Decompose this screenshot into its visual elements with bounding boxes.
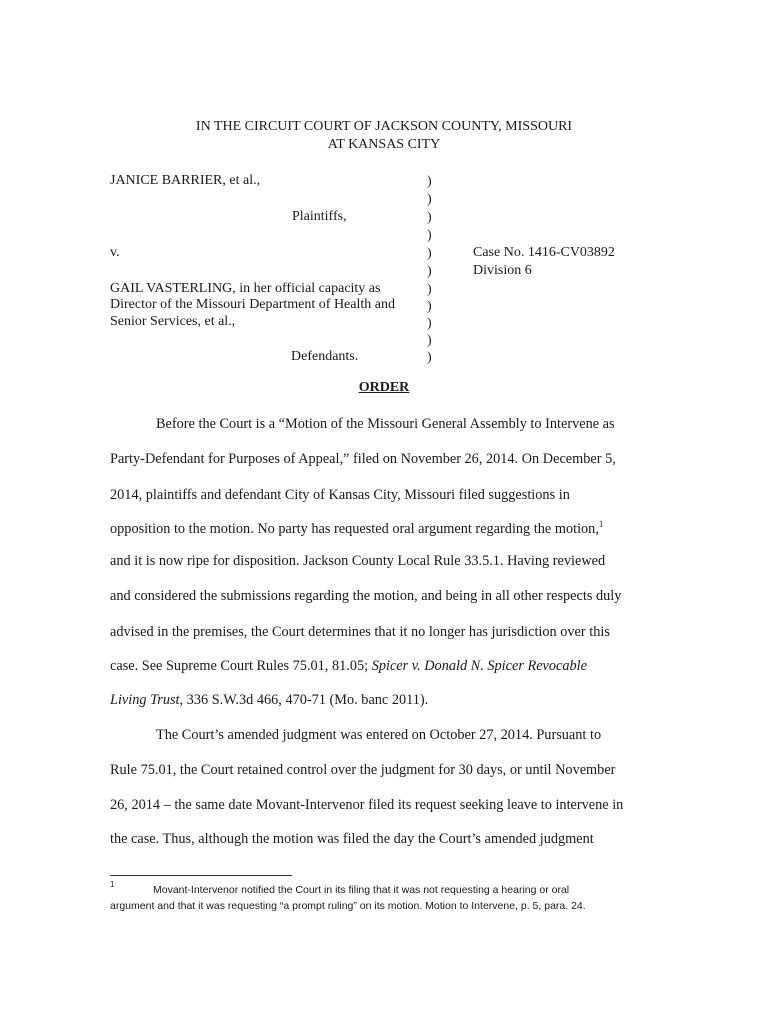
defendant-line2: Director of the Missouri Department of Health and <box>110 297 395 312</box>
body-line: advised in the premises, the Court determines that it no longer has jurisdiction over this <box>110 624 610 640</box>
body-line: 2014, plaintiffs and defendant City of Kansas City, Missouri filed suggestions in <box>110 487 570 503</box>
footnote-separator <box>110 875 292 876</box>
body-line: Before the Court is a “Motion of the Missouri General Assembly to Intervene as <box>156 416 615 432</box>
defendants-label: Defendants. <box>291 349 359 364</box>
caption-paren: ) <box>427 350 432 365</box>
body-line: 26, 2014 – the same date Movant-Intervenor filed its request seeking leave to intervene in <box>110 797 624 813</box>
body-line <box>110 692 428 709</box>
caption-paren: ) <box>427 246 432 261</box>
caption-paren: ) <box>427 299 432 314</box>
body-line: The Court’s amended judgment was entered on October 27, 2014. Pursuant to <box>156 727 602 743</box>
footnote-line2: argument and that it was requesting “a prompt ruling” on its motion. Motion to Intervene, p. 5, para. 24. <box>110 900 586 912</box>
footnote-marker: 1 <box>110 880 115 889</box>
body-text: opposition to the motion. No party has requested oral argument regarding the motion, <box>110 520 599 537</box>
body-text: , 336 S.W.3d 466, 470-71 (Mo. banc 2011). <box>179 692 429 708</box>
court-heading-line2: AT KANSAS CITY <box>327 137 441 152</box>
caption-paren: ) <box>427 210 432 225</box>
case-number: Case No. 1416-CV03892 <box>473 245 615 260</box>
order-title: ORDER <box>358 380 410 395</box>
defendant-line1: GAIL VASTERLING, in her official capacity as <box>110 281 381 296</box>
caption-paren: ) <box>427 174 432 189</box>
defendant-line3: Senior Services, et al., <box>110 314 236 329</box>
plaintiff-name: JANICE BARRIER, et al., <box>110 173 261 188</box>
footnote-reference: 1 <box>598 519 604 529</box>
body-line <box>110 658 587 675</box>
body-line: and it is now ripe for disposition. Jackson County Local Rule 33.5.1. Having reviewed <box>110 553 606 569</box>
plaintiffs-label: Plaintiffs, <box>292 209 347 224</box>
case-citation: Living Trust <box>110 692 180 708</box>
caption-paren: ) <box>427 228 432 243</box>
caption-paren: ) <box>427 333 432 348</box>
versus: v. <box>110 245 120 260</box>
caption-paren: ) <box>427 282 432 297</box>
body-line: Rule 75.01, the Court retained control over the judgment for 30 days, or until November <box>110 762 616 778</box>
body-line <box>110 519 603 538</box>
caption-paren: ) <box>427 192 432 207</box>
division: Division 6 <box>473 263 532 278</box>
case-citation: Spicer v. Donald N. Spicer Revocable <box>371 658 587 674</box>
court-heading-line1: IN THE CIRCUIT COURT OF JACKSON COUNTY, MISSOURI <box>195 119 573 134</box>
caption-paren: ) <box>427 316 432 331</box>
caption-paren: ) <box>427 264 432 279</box>
body-line: Party-Defendant for Purposes of Appeal,” filed on November 26, 2014. On December 5, <box>110 451 616 467</box>
footnote-line1: Movant-Intervenor notified the Court in its filing that it was not requesting a hearing or oral <box>153 884 570 896</box>
body-line: and considered the submissions regarding the motion, and being in all other respects duly <box>110 588 622 604</box>
body-text: case. See Supreme Court Rules 75.01, 81.05; <box>110 658 372 674</box>
body-line: the case. Thus, although the motion was filed the day the Court’s amended judgment <box>110 831 594 847</box>
